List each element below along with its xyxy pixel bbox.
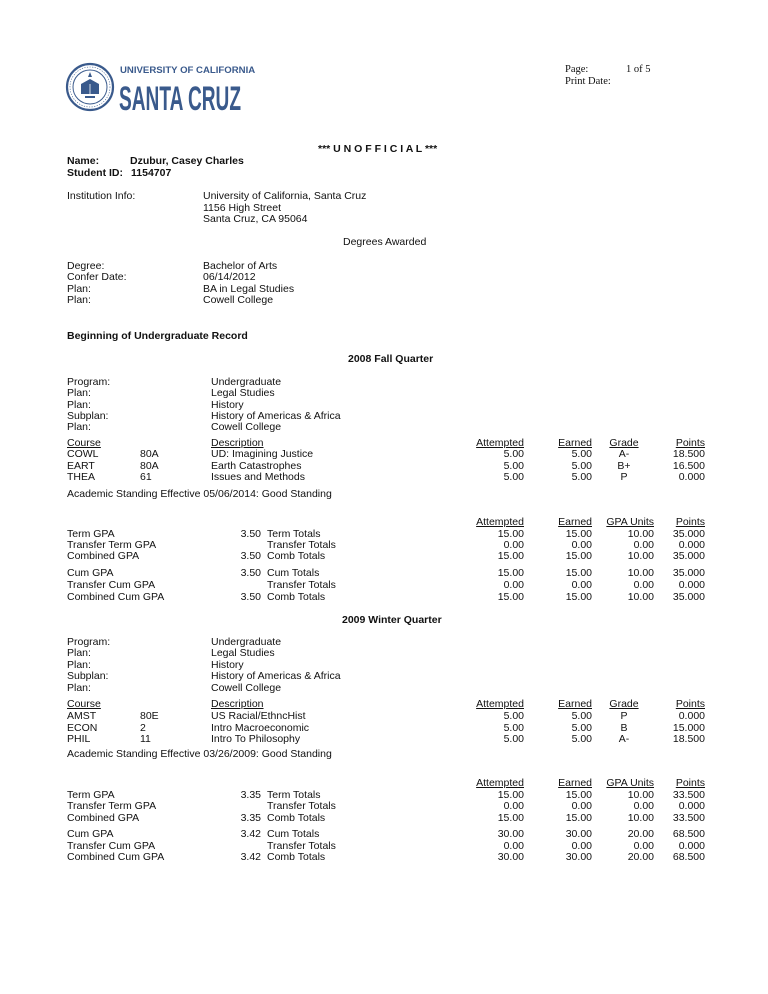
col-points: Points	[675, 777, 705, 789]
course-subject: COWL	[67, 448, 99, 460]
course-description: US Racial/EthncHist	[211, 710, 306, 722]
degree-label: Degree:	[67, 260, 105, 272]
plan-value: Legal Studies	[211, 647, 275, 659]
ucsc-logo	[66, 60, 256, 118]
record-heading: Beginning of Undergraduate Record	[67, 330, 248, 342]
sum-gpa-units: 0.00	[633, 579, 654, 591]
sum-gpa-units: 20.00	[627, 851, 654, 863]
sum-points: 68.500	[672, 851, 705, 863]
sum-attempted: 15.00	[497, 812, 524, 824]
sum-attempted: 0.00	[503, 800, 524, 812]
sum-gpa-units: 10.00	[627, 812, 654, 824]
gpa-label: Combined Cum GPA	[67, 591, 165, 603]
totals-label: Comb Totals	[267, 550, 326, 562]
plan-label: Plan:	[67, 647, 91, 659]
course-earned: 5.00	[571, 460, 592, 472]
plan-label: Plan:	[67, 421, 91, 433]
plan-value: Cowell College	[211, 421, 282, 433]
course-attempted: 5.00	[503, 471, 524, 483]
course-attempted: 5.00	[503, 710, 524, 722]
page-label: Page:	[565, 64, 589, 75]
course-number: 80E	[140, 710, 159, 722]
course-number: 80A	[140, 460, 159, 472]
academic-standing: Academic Standing Effective 05/06/2014: Good Standing	[67, 488, 332, 500]
sum-points: 35.000	[672, 528, 705, 540]
gpa-label: Transfer Cum GPA	[67, 840, 156, 852]
name-label: Name:	[67, 155, 100, 167]
course-attempted: 5.00	[503, 448, 524, 460]
col-attempted: Attempted	[476, 698, 524, 710]
sum-earned: 15.00	[565, 567, 592, 579]
totals-label: Transfer Totals	[267, 539, 336, 551]
course-points: 18.500	[672, 448, 705, 460]
sum-gpa-units: 0.00	[633, 800, 654, 812]
col-attempted: Attempted	[476, 437, 524, 449]
gpa-value: 3.50	[240, 528, 261, 540]
col-grade: Grade	[609, 437, 639, 449]
sum-points: 33.500	[672, 789, 705, 801]
sum-gpa-units: 0.00	[633, 539, 654, 551]
course-subject: ECON	[67, 722, 98, 734]
gpa-value: 3.42	[240, 851, 261, 863]
sum-gpa-units: 10.00	[627, 550, 654, 562]
gpa-value: 3.35	[240, 812, 261, 824]
plan-label: Plan:	[67, 659, 91, 671]
course-grade: A-	[618, 733, 630, 745]
plan-value: Cowell College	[211, 682, 282, 694]
program-value: Undergraduate	[211, 376, 282, 388]
sum-earned: 15.00	[565, 528, 592, 540]
gpa-value: 3.50	[240, 591, 261, 603]
program-label: Program:	[67, 636, 111, 648]
col-attempted: Attempted	[476, 777, 524, 789]
col-earned: Earned	[558, 437, 592, 449]
course-earned: 5.00	[571, 448, 592, 460]
col-description: Description	[211, 437, 264, 449]
logo-line-2: SANTA CRUZ	[119, 80, 241, 118]
col-description: Description	[211, 698, 264, 710]
sum-earned: 30.00	[565, 851, 592, 863]
term-title: 2009 Winter Quarter	[342, 614, 442, 626]
totals-label: Transfer Totals	[267, 800, 336, 812]
sum-earned: 15.00	[565, 550, 592, 562]
course-number: 11	[140, 733, 151, 745]
degree-value: Bachelor of Arts	[203, 260, 278, 272]
gpa-value: 3.35	[240, 789, 261, 801]
totals-label: Comb Totals	[267, 591, 326, 603]
institution-line-3: Santa Cruz, CA 95064	[203, 213, 308, 225]
gpa-label: Combined Cum GPA	[67, 851, 165, 863]
totals-label: Transfer Totals	[267, 579, 336, 591]
plan-label: Plan:	[67, 387, 91, 399]
col-earned: Earned	[558, 516, 592, 528]
subplan-value: History of Americas & Africa	[211, 670, 341, 682]
plan-label: Plan:	[67, 399, 91, 411]
plan-value: History	[211, 399, 244, 411]
institution-label: Institution Info:	[67, 190, 136, 202]
plan-value: History	[211, 659, 244, 671]
course-attempted: 5.00	[503, 722, 524, 734]
sum-attempted: 15.00	[497, 591, 524, 603]
student-name: Dzubur, Casey Charles	[130, 155, 244, 167]
sum-gpa-units: 10.00	[627, 591, 654, 603]
sum-earned: 0.00	[571, 840, 592, 852]
course-subject: AMST	[67, 710, 97, 722]
student-id-label: Student ID:	[67, 167, 123, 179]
sum-points: 0.000	[678, 539, 705, 551]
course-description: Intro To Philosophy	[211, 733, 301, 745]
course-attempted: 5.00	[503, 733, 524, 745]
course-grade: P	[620, 471, 628, 483]
sum-attempted: 15.00	[497, 567, 524, 579]
col-earned: Earned	[558, 777, 592, 789]
gpa-value: 3.50	[240, 550, 261, 562]
sum-gpa-units: 10.00	[627, 567, 654, 579]
sum-earned: 15.00	[565, 812, 592, 824]
gpa-label: Transfer Term GPA	[67, 539, 157, 551]
course-subject: EART	[67, 460, 95, 472]
totals-label: Cum Totals	[267, 828, 320, 840]
course-earned: 5.00	[571, 471, 592, 483]
print-date-label: Print Date:	[565, 76, 611, 87]
confer-date-value: 06/14/2012	[203, 271, 256, 283]
col-attempted: Attempted	[476, 516, 524, 528]
course-points: 15.000	[672, 722, 705, 734]
totals-label: Term Totals	[267, 789, 321, 801]
gpa-label: Combined GPA	[67, 550, 140, 562]
sum-earned: 15.00	[565, 789, 592, 801]
sum-earned: 30.00	[565, 828, 592, 840]
course-points: 0.000	[678, 710, 705, 722]
sum-attempted: 30.00	[497, 828, 524, 840]
plan-label: Plan:	[67, 682, 91, 694]
program-value: Undergraduate	[211, 636, 282, 648]
sum-points: 35.000	[672, 591, 705, 603]
col-points: Points	[675, 437, 705, 449]
institution-line-2: 1156 High Street	[203, 202, 282, 214]
logo-line-1: UNIVERSITY OF CALIFORNIA	[120, 65, 256, 76]
col-earned: Earned	[558, 698, 592, 710]
sum-attempted: 0.00	[503, 539, 524, 551]
course-number: 61	[140, 471, 152, 483]
course-number: 80A	[140, 448, 159, 460]
degree-plan-2-value: Cowell College	[203, 294, 274, 306]
sum-gpa-units: 0.00	[633, 840, 654, 852]
col-course: Course	[67, 437, 101, 449]
course-grade: B+	[617, 460, 631, 472]
sum-attempted: 0.00	[503, 840, 524, 852]
col-points: Points	[675, 516, 705, 528]
gpa-label: Combined GPA	[67, 812, 140, 824]
course-points: 16.500	[672, 460, 705, 472]
degree-plan-label: Plan:	[67, 283, 91, 295]
plan-value: Legal Studies	[211, 387, 275, 399]
course-grade: B	[620, 722, 628, 734]
sum-gpa-units: 20.00	[627, 828, 654, 840]
sum-points: 35.000	[672, 567, 705, 579]
course-subject: THEA	[67, 471, 96, 483]
sum-attempted: 30.00	[497, 851, 524, 863]
subplan-value: History of Americas & Africa	[211, 410, 341, 422]
totals-label: Term Totals	[267, 528, 321, 540]
totals-label: Comb Totals	[267, 812, 326, 824]
course-subject: PHIL	[67, 733, 91, 745]
course-points: 18.500	[672, 733, 705, 745]
course-description: UD: Imagining Justice	[211, 448, 314, 460]
institution-line-1: University of California, Santa Cruz	[203, 190, 367, 202]
confer-date-label: Confer Date:	[67, 271, 127, 283]
page-value: 1 of 5	[626, 64, 651, 75]
university-seal-icon	[67, 64, 113, 110]
sum-earned: 0.00	[571, 579, 592, 591]
course-description: Intro Macroeconomic	[211, 722, 310, 734]
subplan-label: Subplan:	[67, 670, 109, 682]
course-earned: 5.00	[571, 710, 592, 722]
course-points: 0.000	[678, 471, 705, 483]
academic-standing: Academic Standing Effective 03/26/2009: Good Standing	[67, 748, 332, 760]
gpa-label: Cum GPA	[67, 828, 114, 840]
totals-label: Cum Totals	[267, 567, 320, 579]
gpa-label: Cum GPA	[67, 567, 114, 579]
subplan-label: Subplan:	[67, 410, 109, 422]
program-label: Program:	[67, 376, 111, 388]
sum-points: 33.500	[672, 812, 705, 824]
col-points: Points	[675, 698, 705, 710]
col-gpa-units: GPA Units	[606, 777, 654, 789]
gpa-label: Transfer Term GPA	[67, 800, 157, 812]
gpa-label: Term GPA	[67, 528, 115, 540]
sum-points: 0.000	[678, 800, 705, 812]
course-number: 2	[140, 722, 146, 734]
course-earned: 5.00	[571, 722, 592, 734]
gpa-label: Term GPA	[67, 789, 115, 801]
gpa-label: Transfer Cum GPA	[67, 579, 156, 591]
sum-attempted: 15.00	[497, 528, 524, 540]
gpa-value: 3.42	[240, 828, 261, 840]
course-grade: A-	[618, 448, 630, 460]
course-attempted: 5.00	[503, 460, 524, 472]
col-grade: Grade	[609, 698, 639, 710]
sum-earned: 15.00	[565, 591, 592, 603]
degree-plan-value: BA in Legal Studies	[203, 283, 295, 295]
degrees-heading: Degrees Awarded	[343, 236, 427, 248]
sum-points: 35.000	[672, 550, 705, 562]
col-course: Course	[67, 698, 101, 710]
sum-points: 68.500	[672, 828, 705, 840]
course-grade: P	[620, 710, 628, 722]
sum-gpa-units: 10.00	[627, 528, 654, 540]
sum-attempted: 15.00	[497, 550, 524, 562]
sum-earned: 0.00	[571, 539, 592, 551]
unofficial-banner: *** U N O F F I C I A L ***	[318, 143, 438, 155]
course-earned: 5.00	[571, 733, 592, 745]
course-description: Earth Catastrophes	[211, 460, 302, 472]
totals-label: Comb Totals	[267, 851, 326, 863]
degree-plan-2-label: Plan:	[67, 294, 91, 306]
student-id: 1154707	[131, 167, 172, 179]
sum-points: 0.000	[678, 840, 705, 852]
sum-attempted: 0.00	[503, 579, 524, 591]
totals-label: Transfer Totals	[267, 840, 336, 852]
gpa-value: 3.50	[240, 567, 261, 579]
col-gpa-units: GPA Units	[606, 516, 654, 528]
sum-attempted: 15.00	[497, 789, 524, 801]
sum-points: 0.000	[678, 579, 705, 591]
course-description: Issues and Methods	[211, 471, 305, 483]
sum-earned: 0.00	[571, 800, 592, 812]
term-title: 2008 Fall Quarter	[348, 353, 434, 365]
sum-gpa-units: 10.00	[627, 789, 654, 801]
